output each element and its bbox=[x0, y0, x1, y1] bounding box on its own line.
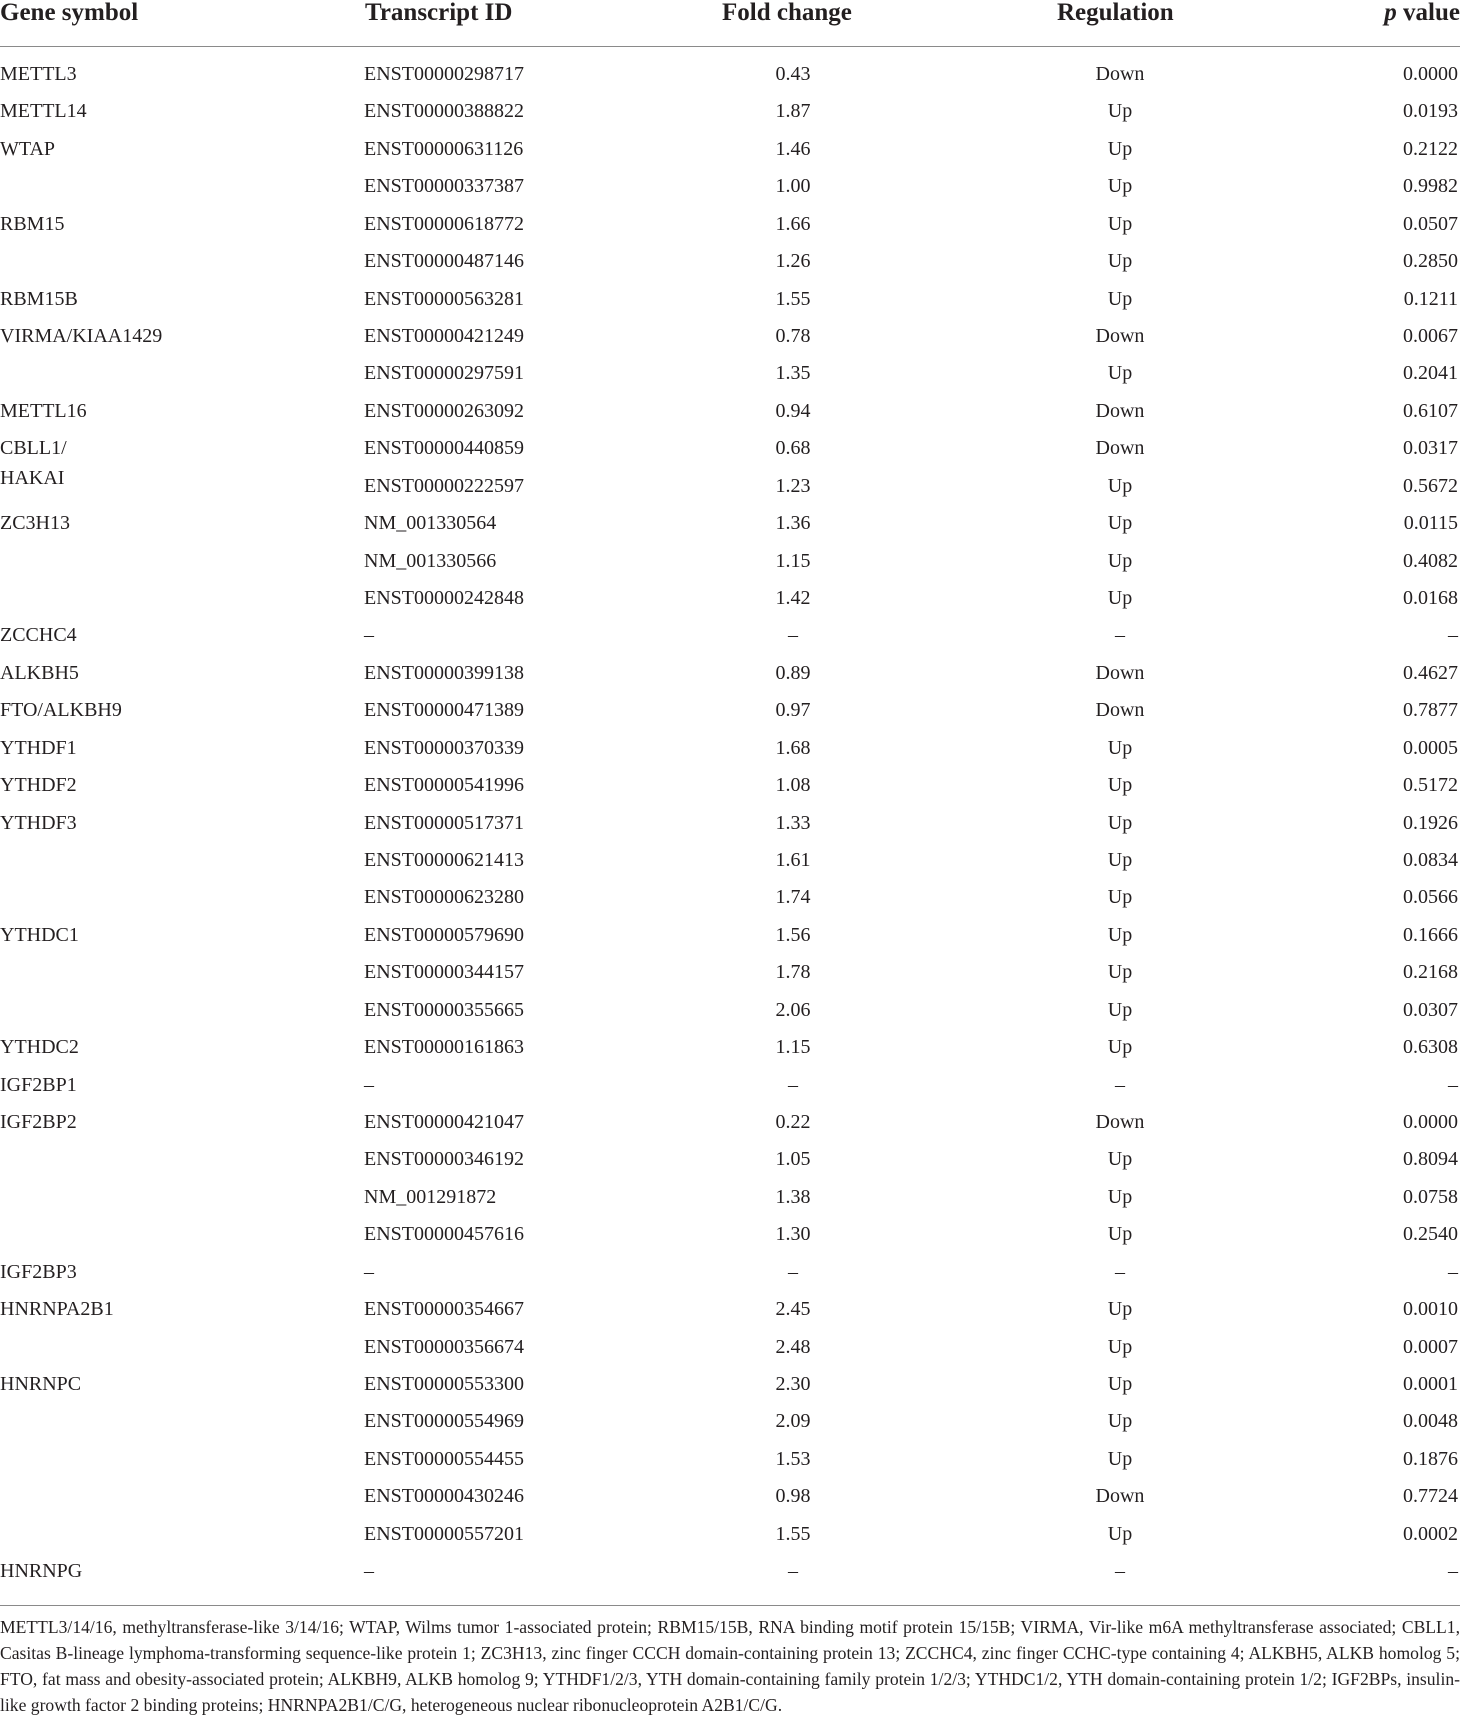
gene-symbol-cell: HNRNPG bbox=[0, 1560, 83, 1583]
transcript-id-cell: – bbox=[364, 1560, 374, 1583]
p-value-cell: 0.0168 bbox=[1403, 587, 1458, 610]
transcript-id-cell: ENST00000554455 bbox=[364, 1447, 524, 1470]
gene-symbol-cell: YTHDC1 bbox=[0, 923, 79, 946]
fold-change-cell: 1.53 bbox=[775, 1447, 811, 1470]
table-row bbox=[0, 845, 1460, 882]
fold-change-cell: 0.97 bbox=[775, 699, 811, 722]
p-value-cell: 0.1876 bbox=[1403, 1447, 1458, 1470]
fold-change-cell: – bbox=[788, 624, 798, 647]
fold-change-cell: – bbox=[788, 1073, 798, 1096]
table-row bbox=[0, 209, 1460, 246]
p-value-cell: – bbox=[1448, 624, 1458, 647]
fold-change-cell: 1.15 bbox=[775, 1036, 811, 1059]
fold-change-cell: 2.48 bbox=[775, 1335, 811, 1358]
p-value-cell: 0.2850 bbox=[1403, 250, 1458, 273]
regulation-cell: Up bbox=[1107, 287, 1133, 310]
regulation-cell: Up bbox=[1107, 1148, 1133, 1171]
p-value-cell: 0.6107 bbox=[1403, 399, 1458, 422]
p-value-cell: 0.8094 bbox=[1403, 1148, 1458, 1171]
table-row bbox=[0, 770, 1460, 807]
header-fold-change: Fold change bbox=[722, 0, 852, 26]
fold-change-cell: 1.05 bbox=[775, 1148, 811, 1171]
p-value-cell: 0.0048 bbox=[1403, 1410, 1458, 1433]
transcript-id-cell: – bbox=[364, 1260, 374, 1283]
p-value-cell: 0.1926 bbox=[1403, 811, 1458, 834]
transcript-id-cell: ENST00000344157 bbox=[364, 961, 524, 984]
transcript-id-cell: ENST00000399138 bbox=[364, 661, 524, 684]
p-value-cell: 0.7877 bbox=[1403, 699, 1458, 722]
table-row bbox=[0, 1519, 1460, 1556]
table-row bbox=[0, 358, 1460, 395]
fold-change-cell: 2.45 bbox=[775, 1298, 811, 1321]
gene-symbol-cell: RBM15B bbox=[0, 287, 78, 310]
transcript-id-cell: ENST00000457616 bbox=[364, 1223, 524, 1246]
transcript-id-cell: ENST00000346192 bbox=[364, 1148, 524, 1171]
transcript-id-cell: ENST00000440859 bbox=[364, 437, 524, 460]
transcript-id-cell: ENST00000623280 bbox=[364, 886, 524, 909]
regulation-cell: Up bbox=[1107, 1185, 1133, 1208]
p-value-cell: – bbox=[1448, 1260, 1458, 1283]
transcript-id-cell: ENST00000222597 bbox=[364, 474, 524, 497]
regulation-cell: Up bbox=[1107, 1447, 1133, 1470]
header-regulation: Regulation bbox=[1057, 0, 1174, 26]
fold-change-cell: – bbox=[788, 1560, 798, 1583]
table-row bbox=[0, 396, 1460, 433]
table-row bbox=[0, 620, 1460, 657]
table-row bbox=[0, 321, 1460, 358]
transcript-id-cell: ENST00000553300 bbox=[364, 1373, 524, 1396]
fold-change-cell: 0.94 bbox=[775, 399, 811, 422]
p-value-cell: 0.0834 bbox=[1403, 849, 1458, 872]
table-row bbox=[0, 1144, 1460, 1181]
regulation-cell: – bbox=[1115, 1073, 1125, 1096]
table-row bbox=[0, 1182, 1460, 1219]
fold-change-cell: 2.30 bbox=[775, 1373, 811, 1396]
regulation-cell: – bbox=[1115, 1260, 1125, 1283]
gene-symbol-cell: ALKBH5 bbox=[0, 661, 79, 684]
regulation-cell: Up bbox=[1107, 587, 1133, 610]
p-value-cell: 0.6308 bbox=[1403, 1036, 1458, 1059]
transcript-id-cell: ENST00000430246 bbox=[364, 1485, 524, 1508]
p-value-cell: 0.0001 bbox=[1403, 1373, 1458, 1396]
fold-change-cell: 1.42 bbox=[775, 587, 811, 610]
p-value-cell: 0.2122 bbox=[1403, 137, 1458, 160]
regulation-cell: Down bbox=[1095, 1485, 1145, 1508]
p-value-cell: 0.5172 bbox=[1403, 774, 1458, 797]
p-value-cell: 0.0507 bbox=[1403, 212, 1458, 235]
transcript-id-cell: ENST00000487146 bbox=[364, 250, 524, 273]
p-value-cell: 0.0002 bbox=[1403, 1522, 1458, 1545]
table-row bbox=[0, 995, 1460, 1032]
gene-symbol-cell: IGF2BP2 bbox=[0, 1111, 77, 1134]
table-row bbox=[0, 1406, 1460, 1443]
p-value-cell: 0.0010 bbox=[1403, 1298, 1458, 1321]
transcript-id-cell: ENST00000355665 bbox=[364, 998, 524, 1021]
transcript-id-cell: ENST00000541996 bbox=[364, 774, 524, 797]
p-value-cell: 0.4627 bbox=[1403, 661, 1458, 684]
transcript-id-cell: – bbox=[364, 1073, 374, 1096]
transcript-id-cell: ENST00000621413 bbox=[364, 849, 524, 872]
fold-change-cell: 1.08 bbox=[775, 774, 811, 797]
table-row bbox=[0, 658, 1460, 695]
regulation-cell: Up bbox=[1107, 1410, 1133, 1433]
transcript-id-cell: ENST00000471389 bbox=[364, 699, 524, 722]
table-row bbox=[0, 920, 1460, 957]
table-row bbox=[0, 171, 1460, 208]
gene-symbol-cell: YTHDC2 bbox=[0, 1036, 79, 1059]
gene-symbol-cell: ZC3H13 bbox=[0, 512, 70, 535]
fold-change-cell: 1.68 bbox=[775, 736, 811, 759]
table-row bbox=[0, 1556, 1460, 1593]
p-value-cell: 0.0566 bbox=[1403, 886, 1458, 909]
regulation-cell: Up bbox=[1107, 811, 1133, 834]
transcript-id-cell: ENST00000421249 bbox=[364, 325, 524, 347]
table-row bbox=[0, 1481, 1460, 1518]
p-value-cell: – bbox=[1448, 1560, 1458, 1583]
fold-change-cell: 1.87 bbox=[775, 100, 811, 123]
regulation-cell: Up bbox=[1107, 100, 1133, 123]
fold-change-cell: 2.06 bbox=[775, 998, 811, 1021]
p-value-cell: 0.2168 bbox=[1403, 961, 1458, 984]
regulation-cell: Up bbox=[1107, 774, 1133, 797]
table-row bbox=[0, 1369, 1460, 1406]
p-value-cell: 0.0317 bbox=[1403, 437, 1458, 460]
table-row bbox=[0, 695, 1460, 732]
fold-change-cell: 1.33 bbox=[775, 811, 811, 834]
regulation-cell: Down bbox=[1095, 325, 1145, 347]
fold-change-cell: 1.35 bbox=[775, 362, 811, 385]
table-row bbox=[0, 1294, 1460, 1331]
fold-change-cell: 0.43 bbox=[775, 63, 811, 85]
table-row bbox=[0, 134, 1460, 171]
regulation-cell: Up bbox=[1107, 736, 1133, 759]
gene-symbol-cell: YTHDF3 bbox=[0, 811, 77, 834]
fold-change-cell: 2.09 bbox=[775, 1410, 811, 1433]
regulation-cell: – bbox=[1115, 624, 1125, 647]
transcript-id-cell: ENST00000557201 bbox=[364, 1522, 524, 1545]
regulation-cell: Up bbox=[1107, 923, 1133, 946]
fold-change-cell: 0.68 bbox=[775, 437, 811, 460]
table-row bbox=[0, 1032, 1460, 1069]
regulation-cell: Up bbox=[1107, 549, 1133, 572]
fold-change-cell: 0.89 bbox=[775, 661, 811, 684]
transcript-id-cell: ENST00000563281 bbox=[364, 287, 524, 310]
table-row bbox=[0, 808, 1460, 845]
regulation-cell: Up bbox=[1107, 1298, 1133, 1321]
table-row bbox=[0, 546, 1460, 583]
fold-change-cell: 1.55 bbox=[775, 287, 811, 310]
p-value-cell: 0.0000 bbox=[1403, 1111, 1458, 1134]
p-value-cell: 0.9982 bbox=[1403, 175, 1458, 198]
table-row bbox=[0, 882, 1460, 919]
regulation-cell: Up bbox=[1107, 250, 1133, 273]
transcript-id-cell: ENST00000297591 bbox=[364, 362, 524, 385]
table-row bbox=[0, 733, 1460, 770]
regulation-cell: Up bbox=[1107, 1036, 1133, 1059]
table-row bbox=[0, 246, 1460, 283]
p-value-cell: 0.5672 bbox=[1403, 474, 1458, 497]
fold-change-cell: 1.56 bbox=[775, 923, 811, 946]
table-row bbox=[0, 957, 1460, 994]
transcript-id-cell: ENST00000298717 bbox=[364, 63, 524, 85]
header-gene-symbol: Gene symbol bbox=[0, 0, 139, 26]
gene-symbol-cell: FTO/ALKBH9 bbox=[0, 699, 122, 722]
table-row bbox=[0, 1444, 1460, 1481]
gene-symbol-cell: ZCCHC4 bbox=[0, 624, 77, 647]
p-value-cell: 0.4082 bbox=[1403, 549, 1458, 572]
transcript-id-cell: NM_001330564 bbox=[364, 512, 497, 535]
p-value-cell: 0.0007 bbox=[1403, 1335, 1458, 1358]
table-row bbox=[0, 1107, 1460, 1144]
header-p-rest: value bbox=[1396, 0, 1460, 26]
transcript-id-cell: ENST00000354667 bbox=[364, 1298, 524, 1321]
p-value-cell: 0.2540 bbox=[1403, 1223, 1458, 1246]
header-p-value bbox=[1384, 0, 1460, 26]
transcript-id-cell: ENST00000242848 bbox=[364, 587, 524, 610]
regulation-cell: Up bbox=[1107, 212, 1133, 235]
regulation-cell: Down bbox=[1095, 437, 1145, 460]
fold-change-cell: 1.00 bbox=[775, 175, 811, 198]
p-value-cell: 0.0005 bbox=[1403, 736, 1458, 759]
fold-change-cell: 0.98 bbox=[775, 1485, 811, 1508]
fold-change-cell: 1.23 bbox=[775, 474, 811, 497]
p-value-cell: 0.7724 bbox=[1403, 1485, 1458, 1508]
table-row bbox=[0, 471, 1460, 508]
transcript-id-cell: ENST00000631126 bbox=[364, 137, 524, 160]
p-value-cell: 0.0758 bbox=[1403, 1185, 1458, 1208]
p-value-cell: 0.2041 bbox=[1403, 362, 1458, 385]
regulation-cell: Up bbox=[1107, 362, 1133, 385]
gene-symbol-cell: WTAP bbox=[0, 137, 56, 160]
regulation-cell: Down bbox=[1095, 399, 1145, 422]
fold-change-cell: 1.66 bbox=[775, 212, 811, 235]
fold-change-cell: 0.22 bbox=[775, 1111, 811, 1134]
transcript-id-cell: NM_001330566 bbox=[364, 549, 497, 572]
p-value-cell: 0.0193 bbox=[1403, 100, 1458, 123]
regulation-cell: Up bbox=[1107, 1223, 1133, 1246]
regulation-cell: Up bbox=[1107, 512, 1133, 535]
gene-symbol-cell: CBLL1/ HAKAI bbox=[0, 437, 67, 490]
fold-change-cell: 1.55 bbox=[775, 1522, 811, 1545]
p-value-cell: 0.0067 bbox=[1403, 325, 1458, 347]
header-p-italic: p bbox=[1384, 0, 1397, 26]
regulation-cell: Up bbox=[1107, 474, 1133, 497]
regulation-cell: Up bbox=[1107, 137, 1133, 160]
gene-symbol-cell: IGF2BP1 bbox=[0, 1073, 77, 1096]
transcript-id-cell: ENST00000161863 bbox=[364, 1036, 524, 1059]
transcript-id-cell: ENST00000618772 bbox=[364, 212, 524, 235]
regulation-cell: Up bbox=[1107, 886, 1133, 909]
p-value-cell: 0.0115 bbox=[1403, 512, 1458, 535]
p-value-cell: 0.1211 bbox=[1403, 287, 1458, 310]
transcript-id-cell: – bbox=[364, 624, 374, 647]
transcript-id-cell: ENST00000388822 bbox=[364, 100, 524, 123]
regulation-cell: Up bbox=[1107, 961, 1133, 984]
table-row bbox=[0, 1070, 1460, 1107]
fold-change-cell: 1.38 bbox=[775, 1185, 811, 1208]
table-row bbox=[0, 1219, 1460, 1256]
transcript-id-cell: NM_001291872 bbox=[364, 1185, 497, 1208]
fold-change-cell: 1.36 bbox=[775, 512, 811, 535]
fold-change-cell: 1.26 bbox=[775, 250, 811, 273]
table-footnote: METTL3/14/16, methyltransferase-like 3/14/16; WTAP, Wilms tumor 1-associated protein; RBM15/15B, RNA binding motif protein 15/15B; VIRMA, Vir-like m6A methyltransferase associated; CBLL1, Casitas B-lineage lymphoma-transforming sequence-like protein 1; ZC3H13, zinc finger CCCH domain-containing protein 13; ZCCHC4, zinc finger CCHC-type containing 4; ALKBH5, ALKB homolog 5; FTO, fat mass and obesity-associated protein; ALKBH9, ALKB homolog 9; YTHDF1/2/3, YTH domain-containing family protein 1/2/3; YTHDC1/2, YTH domain-containing protein 1/2; IGF2BPs, insulin-like growth factor 2 binding proteins; HNRNPA2B1/C/G, heterogeneous nuclear ribonucleoprotein A2B1/C/G. bbox=[0, 1617, 1460, 1715]
gene-symbol-cell: YTHDF2 bbox=[0, 774, 77, 797]
transcript-id-cell: ENST00000554969 bbox=[364, 1410, 524, 1433]
p-value-cell: 0.0307 bbox=[1403, 998, 1458, 1021]
table-header bbox=[0, 0, 1460, 47]
regulation-cell: Down bbox=[1095, 1111, 1145, 1134]
regulation-cell: Down bbox=[1095, 63, 1145, 85]
regulation-cell: Up bbox=[1107, 1335, 1133, 1358]
header-transcript-id: Transcript ID bbox=[365, 0, 513, 26]
regulation-cell: Down bbox=[1095, 699, 1145, 722]
regulation-cell: – bbox=[1115, 1560, 1125, 1583]
regulation-cell: Down bbox=[1095, 661, 1145, 684]
gene-symbol-cell: YTHDF1 bbox=[0, 736, 77, 759]
p-value-cell: – bbox=[1448, 1073, 1458, 1096]
transcript-id-cell: ENST00000517371 bbox=[364, 811, 524, 834]
fold-change-cell: – bbox=[788, 1260, 798, 1283]
transcript-id-cell: ENST00000337387 bbox=[364, 175, 524, 198]
fold-change-cell: 0.78 bbox=[775, 325, 811, 347]
gene-symbol-cell: RBM15 bbox=[0, 212, 65, 235]
table-row bbox=[0, 96, 1460, 133]
table-row bbox=[0, 1257, 1460, 1294]
regulation-cell: Up bbox=[1107, 1522, 1133, 1545]
gene-symbol-cell: IGF2BP3 bbox=[0, 1260, 77, 1283]
fold-change-cell: 1.15 bbox=[775, 549, 811, 572]
fold-change-cell: 1.46 bbox=[775, 137, 811, 160]
gene-symbol-cell: METTL14 bbox=[0, 100, 87, 123]
transcript-id-cell: ENST00000421047 bbox=[364, 1111, 524, 1134]
fold-change-cell: 1.61 bbox=[775, 849, 811, 872]
fold-change-cell: 1.78 bbox=[775, 961, 811, 984]
p-value-cell: 0.1666 bbox=[1403, 923, 1458, 946]
transcript-id-cell: ENST00000356674 bbox=[364, 1335, 524, 1358]
regulation-cell: Up bbox=[1107, 1373, 1133, 1396]
gene-symbol-cell: METTL3 bbox=[0, 63, 77, 85]
p-value-cell: 0.0000 bbox=[1403, 63, 1458, 85]
table-bottom-rule bbox=[0, 1605, 1460, 1606]
regulation-cell: Up bbox=[1107, 175, 1133, 198]
gene-symbol-cell: HNRNPC bbox=[0, 1373, 82, 1396]
gene-symbol-cell: VIRMA/KIAA1429 bbox=[0, 325, 163, 347]
table-row bbox=[0, 508, 1460, 545]
table-row bbox=[0, 583, 1460, 620]
regulation-cell: Up bbox=[1107, 998, 1133, 1021]
table-row bbox=[0, 1332, 1460, 1369]
table-row bbox=[0, 59, 1460, 96]
transcript-id-cell: ENST00000579690 bbox=[364, 923, 524, 946]
transcript-id-cell: ENST00000370339 bbox=[364, 736, 524, 759]
gene-symbol-cell: METTL16 bbox=[0, 399, 87, 422]
regulation-cell: Up bbox=[1107, 849, 1133, 872]
transcript-id-cell: ENST00000263092 bbox=[364, 399, 524, 422]
fold-change-cell: 1.74 bbox=[775, 886, 811, 909]
table-row bbox=[0, 284, 1460, 321]
gene-symbol-cell: HNRNPA2B1 bbox=[0, 1298, 114, 1321]
fold-change-cell: 1.30 bbox=[775, 1223, 811, 1246]
